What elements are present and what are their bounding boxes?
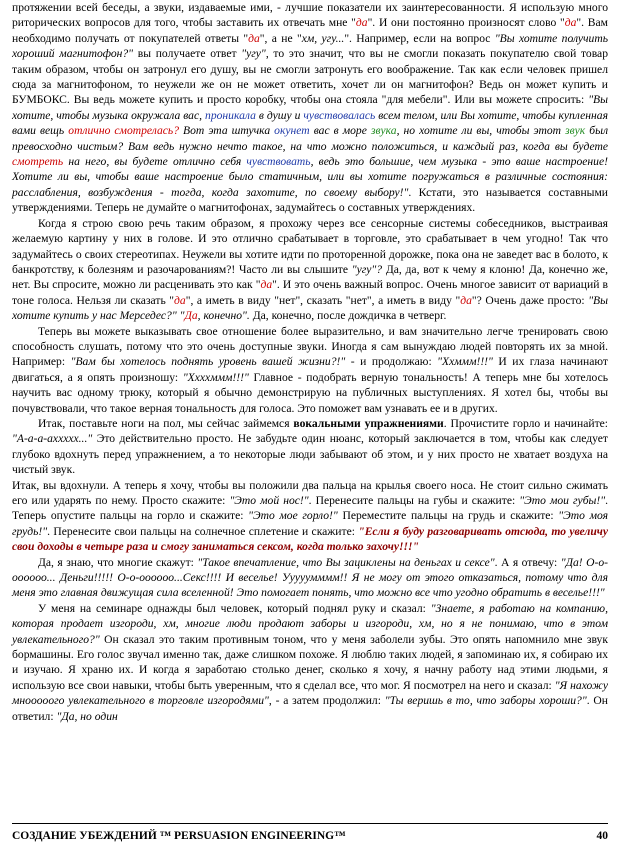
- paragraph-2: Когда я строю свою речь таким образом, я прохожу через все сенсорные системы собеседников, выстраивая желаемую картину у них в голове. И это отлично срабатывает в торговле, это срабатывает в чем угодно! Так что задумайтесь о своих стереотипах. Неужели вы хотите идти по проторенной дорожке, пока она не заведет вас в болото, к банкротству, к болезням и разочарованиям?! Часто ли вы слышите "угу"? Да, да, вот к чему я клоню! Да, конечно же, нет. Вы спросите, можно ли расценивать это как "да". И это очень важный вопрос. Очень многое зависит от вариаций в тоне голоса. Нельзя ли сказать "да", а иметь в виду "нет", сказать "нет", а иметь в виду "да"? Очень даже просто: "Вы хотите купить у нас Мерседес?" "Да, конечно". Да, конечно, после дождичка в четверг.: [12, 216, 608, 323]
- paragraph-5: Итак, вы вдохнули. А теперь я хочу, чтобы вы положили два пальца на крылья своего носа. Не стоит сильно сжимать его или ударять по нему. Просто скажите: "Это мой нос!". Перенесите пальцы на губы и скажите: "Это мои губы!". Теперь опустите пальцы на горло и скажите: "Это мое горло!" Переместите пальцы на грудь и скажите: "Это моя грудь!". Перенесите свои пальцы на солнечное сплетение и скажите: "Если я буду разговаривать отсюда, то увеличу свои доходы в четыре раза и смогу заниматься сексом, когда только захочу!!!": [12, 478, 609, 554]
- page-footer: [12, 823, 608, 842]
- footer-title: СОЗДАНИЕ УБЕЖДЕНИЙ ™ PERSUASION ENGINEERING™: [12, 830, 346, 842]
- page-body: [12, 0, 608, 724]
- paragraph-1: протяжении всей беседы, а звуки, издаваемые ими, - лучшие показатели их заинтересованности. Я использую много риторических вопросов для того, чтобы заставить их отвечать мне "да". И они постоянно произносят слово "да". Вам необходимо получать от покупателей ответы "да", а не "хм, угу...". Например, если на вопрос "Вы хотите получить хороший магнитофон?" вы получаете ответ "угу", то это значит, что вы не смогли показать покупателю свой товар таким образом, чтобы он затронул его душу, вы не смогли затронуть его воображение. Так как если человек пришел сюда за магнитофоном, то неужели же он не может ответить, хочет ли он магнитофон? Ведь он может купить и БУМБОКС. Вы ведь можете купить и просто коробку, чтобы она стояла "для мебели". Или вы можете спросить: "Вы хотите, чтобы музыка окружала вас, проникала в душу и чувствовалась всем телом, или Вы хотите, чтобы купленная вами вещь отлично смотрелась? Вот эта штучка окунет вас в море звука, но хотите ли вы, чтобы этот звук был превосходно чистым? Вам ведь нужно нечто такое, на что можно положиться, и каждый раз, когда вы будете смотреть на него, вы будете отлично себя чувствовать, ведь это большие, чем музыка - это ваше настроение! Хотите ли вы, чтобы ваше настроение было статичным, или вы хотите погружаться в различные состояния: расслабления, возбуждения - тогда, когда захотите, по своему выбору!". Кстати, это называется составными утверждениями. Теперь не думайте о магнитофонах, задумайтесь о составных утверждениях.: [12, 1, 609, 215]
- paragraph-4: Итак, поставьте ноги на пол, мы сейчас займемся вокальными упражнениями. Прочистите горло и начинайте: "А-а-а-аххххх..." Это действительно просто. Не забудьте один нюанс, который заключается в том, чтобы как следует глубоко вдохнуть перед упражнением, а то некоторые люди забывают об этом, и у них просто не хватает воздуха на чистый звук.: [12, 416, 609, 477]
- page-number: 40: [596, 830, 608, 842]
- paragraph-6: Да, я знаю, что многие скажут: "Такое впечатление, что Вы зациклены на деньгах и сексе". А я отвечу: "Да! О-о-оооооо... Деньги!!!!! О-о-оооооо...Секс!!!! И веселье! Ууууумммм!! Я не могу от этого отказаться, потому что для меня это главная движущая сила вселенной! Это помогает понять, что можно все что угодно обратить в веселье!!!": [12, 555, 608, 600]
- paragraph-7: У меня на семинаре однажды был человек, который поднял руку и сказал: "Знаете, я работаю на компанию, которая продает изгороди, хм, многие люди продают заборы и изгороди, хм, но я не понимаю, что в этом увлекательного?" Он сказал это таким противным тоном, что у меня заболели зубы. Это опять напомнило мне звук бормашины. Его голос звучал именно так, даже слишком похоже. Я люблю таких людей, я запоминаю их, я собираю их и изучаю. Я храню их. И когда я заработаю столько денег, сколько я хочу, я начну работу над этими людьми, я использую все свои навыки, чтобы быть уверенным, что я сделал все, что мог. Я посмотрел на него и сказал: "Я нахожу мнооооого увлекательного в торговле изгородями", - а затем продолжил: "Ты веришь в то, что заборы хороши?". Он ответил: "Да, но один: [12, 601, 608, 723]
- paragraph-3: Теперь вы можете выказывать свое отношение более выразительно, и вам значительно легче тренировать свою способность слушать, потому что это очень доступные звуки. Иногда я сам вынуждаю людей повторять их за мной. Например: "Вам бы хотелось поднять уровень вашей жизни?!" - и продолжаю: "Ххммм!!!" И их глаза начинают двигаться, а я опять произношу: "Ххххммм!!!" Главное - подобрать верную тональность! А теперь мне бы хотелось научить вас одному трюку, который я обычно демонстрирую на публичных выступлениях. Я хотел бы, чтобы вы почувствовали, что такое верная тональность для голоса. Это поможет вам узнавать ее и в других.: [12, 324, 609, 415]
